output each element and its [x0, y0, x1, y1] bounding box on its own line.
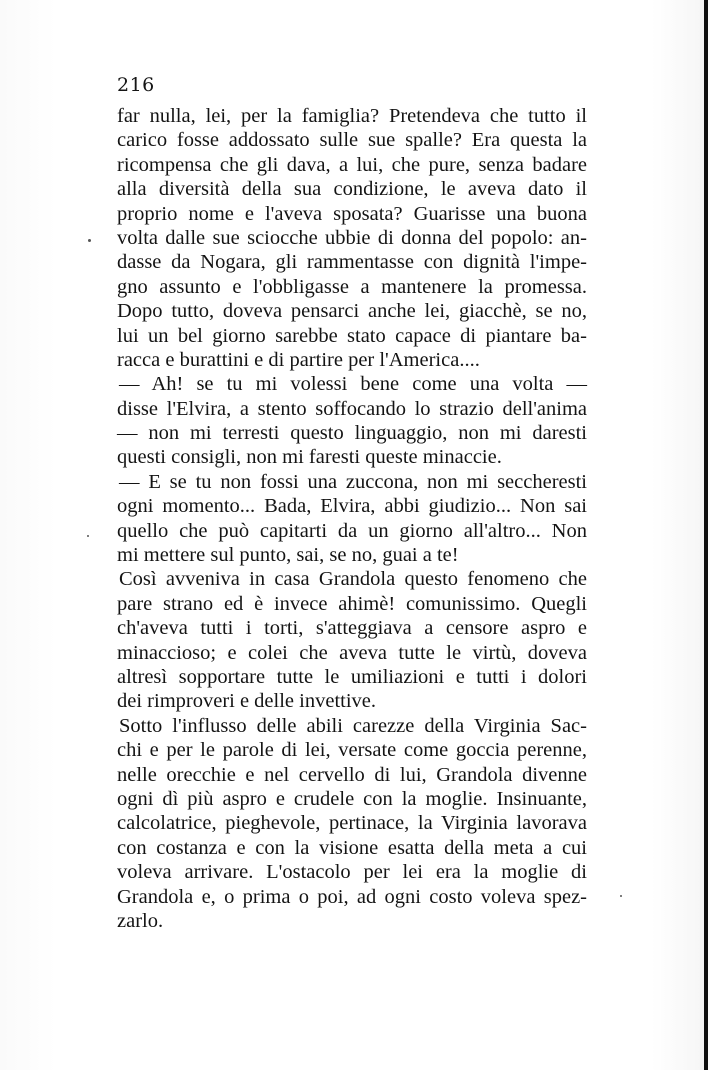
print-speck — [87, 535, 89, 537]
text-line: quello che può capitarti da un giorno all'altro... Non — [117, 519, 587, 542]
text-line: Così avveniva in casa Grandola questo fenomeno che — [119, 568, 587, 591]
text-line: zarlo. — [117, 909, 164, 932]
text-line: pare strano ed è invece ahimè! comunissimo. Quegli — [117, 592, 587, 615]
text-line: questi consigli, non mi faresti queste minaccie. — [117, 446, 502, 469]
text-line: calcolatrice, pieghevole, pertinace, la Virginia lavorava — [117, 812, 587, 835]
text-line: far nulla, lei, per la famiglia? Pretendeva che tutto il — [117, 105, 587, 127]
text-line: ogni momento... Bada, Elvira, abbi giudizio... Non sai — [117, 495, 587, 518]
text-line: racca e burattini e di partire per l'America.... — [117, 348, 480, 371]
text-line: Dopo tutto, doveva pensarci anche lei, giacchè, se no, — [117, 300, 587, 323]
text-line: volta dalle sue sciocche ubbie di donna del popolo: an- — [117, 226, 587, 249]
text-line: ricompensa che gli dava, a lui, che pure, senza badare — [117, 153, 587, 176]
text-line: ogni dì più aspro e crudele con la moglie. Insinuante, — [117, 787, 587, 810]
text-line: gno assunto e l'obbligasse a mantenere la promessa. — [117, 275, 587, 298]
text-line: altresì sopportare tutte le umiliazioni e tutti i dolori — [117, 665, 587, 688]
text-line: dasse da Nogara, gli rammentasse con dignità l'impe- — [117, 251, 587, 274]
text-line: voleva arrivare. L'ostacolo per lei era la moglie di — [117, 861, 587, 884]
print-speck — [88, 239, 91, 242]
text-line: proprio nome e l'aveva sposata? Guarisse una buona — [117, 202, 587, 225]
text-line: — E se tu non fossi una zuccona, non mi seccheresti — [119, 470, 587, 493]
text-line: mi mettere sul punto, sai, se no, guai a te! — [117, 544, 459, 567]
body-text — [117, 104, 587, 933]
text-line: con costanza e con la visione esatta della meta a cui — [117, 836, 587, 859]
text-line: minaccioso; e colei che aveva tutte le virtù, doveva — [117, 641, 587, 664]
text-line: alla diversità della sua condizione, le aveva dato il — [117, 178, 587, 201]
text-line: ch'aveva tutti i torti, s'atteggiava a censore aspro e — [117, 617, 587, 640]
text-line: dei rimproveri e delle invettive. — [117, 690, 377, 713]
text-line: Sotto l'influsso delle abili carezze della Virginia Sac- — [119, 714, 587, 737]
text-line: lui un bel giorno sarebbe stato capace di piantare ba- — [117, 324, 587, 347]
text-line: — Ah! se tu mi volessi bene come una volta — — [119, 373, 587, 396]
text-line: nelle orecchie e nel cervello di lui, Grandola divenne — [117, 763, 587, 786]
page-edge-shadow — [704, 0, 708, 1070]
text-line: — non mi terresti questo linguaggio, non mi daresti — [117, 422, 587, 445]
text-line: carico fosse addossato sulle sue spalle? Era questa la — [117, 129, 587, 152]
text-line: Grandola e, o prima o poi, ad ogni costo voleva spez- — [117, 885, 587, 908]
page-number: 216 — [117, 74, 155, 96]
text-line: chi e per le parole di lei, versate come goccia perenne, — [117, 739, 587, 762]
print-speck — [620, 895, 622, 897]
text-line: disse l'Elvira, a stento soffocando lo strazio dell'anima — [117, 397, 587, 420]
